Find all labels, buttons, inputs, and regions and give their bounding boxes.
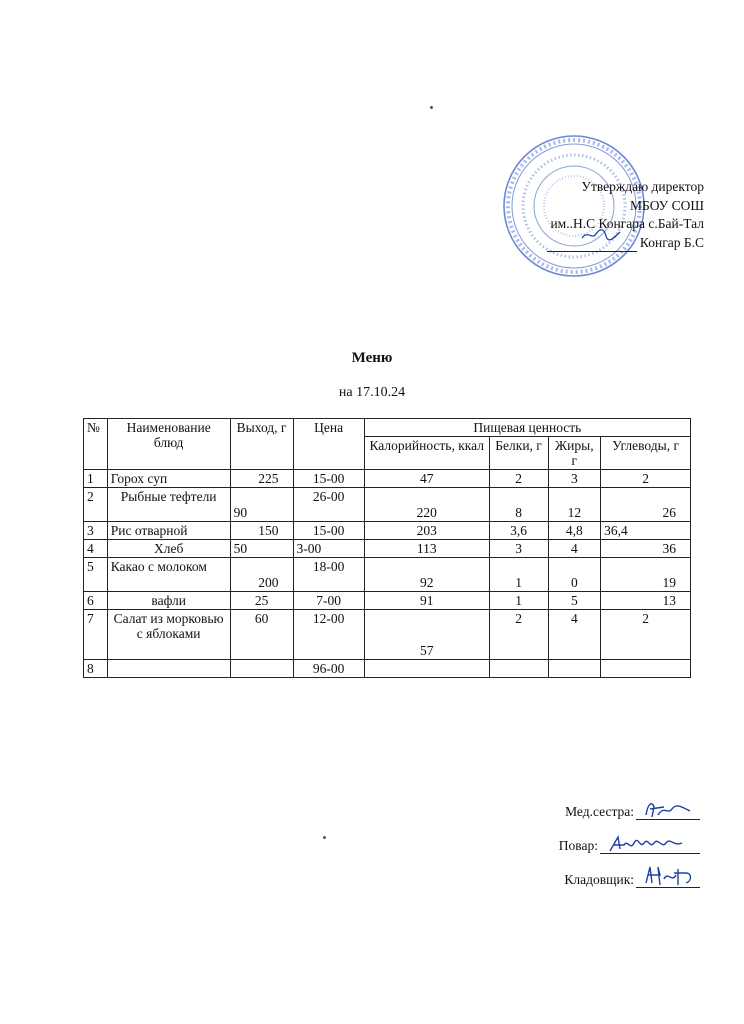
row-num: 6 bbox=[84, 592, 108, 610]
row-name: Салат из морковью с яблоками bbox=[107, 610, 230, 660]
row-num: 3 bbox=[84, 522, 108, 540]
row-carbs: 2 bbox=[601, 610, 691, 660]
row-price: 15-00 bbox=[293, 470, 364, 488]
table-row bbox=[84, 540, 691, 558]
row-name: вафли bbox=[107, 592, 230, 610]
row-protein: 2 bbox=[489, 610, 548, 660]
row-name: Горох суп bbox=[107, 470, 230, 488]
cook-signature-row bbox=[460, 820, 700, 854]
table-row bbox=[84, 558, 691, 592]
row-kcal bbox=[364, 660, 489, 678]
row-num: 1 bbox=[84, 470, 108, 488]
approval-line-2: МБОУ СОШ bbox=[630, 197, 704, 213]
row-price: 15-00 bbox=[293, 522, 364, 540]
row-protein: 1 bbox=[489, 558, 548, 592]
row-name: Рис отварной bbox=[107, 522, 230, 540]
row-kcal: 92 bbox=[364, 558, 489, 592]
row-name: Какао с молоком bbox=[107, 558, 230, 592]
approval-line-3: им..Н.С Конгара с.Бай-Тал bbox=[550, 216, 704, 231]
table-row bbox=[84, 522, 691, 540]
row-price: 18-00 bbox=[293, 558, 364, 592]
row-fat: 4 bbox=[548, 540, 601, 558]
storekeeper-label: Кладовщик: bbox=[564, 872, 634, 887]
cook-label: Повар: bbox=[558, 838, 598, 853]
row-carbs bbox=[601, 660, 691, 678]
row-protein: 3,6 bbox=[489, 522, 548, 540]
header-num: № bbox=[84, 419, 108, 470]
cook-signature-icon bbox=[606, 831, 686, 855]
row-num: 4 bbox=[84, 540, 108, 558]
menu-table bbox=[83, 418, 691, 678]
table-row bbox=[84, 470, 691, 488]
row-output: 50 bbox=[230, 540, 293, 558]
row-carbs: 26 bbox=[601, 488, 691, 522]
nurse-signature-row bbox=[460, 786, 700, 820]
row-fat: 4,8 bbox=[548, 522, 601, 540]
header-output: Выход, г bbox=[230, 419, 293, 470]
header-protein: Белки, г bbox=[489, 437, 548, 470]
row-output: 225 bbox=[230, 470, 293, 488]
row-kcal: 91 bbox=[364, 592, 489, 610]
header-name: Наименование блюд bbox=[107, 419, 230, 470]
table-header-row bbox=[84, 419, 691, 437]
row-output: 200 bbox=[230, 558, 293, 592]
header-carbs: Углеводы, г bbox=[601, 437, 691, 470]
row-name: Хлеб bbox=[107, 540, 230, 558]
table-row bbox=[84, 592, 691, 610]
scan-speck bbox=[430, 106, 433, 109]
row-carbs: 36 bbox=[601, 540, 691, 558]
nurse-signature-line bbox=[636, 803, 700, 820]
signatures-block bbox=[460, 786, 700, 888]
row-num: 7 bbox=[84, 610, 108, 660]
row-output: 150 bbox=[230, 522, 293, 540]
nurse-label: Мед.сестра: bbox=[565, 804, 634, 819]
storekeeper-signature-row bbox=[460, 854, 700, 888]
director-name: Конгар Б.С bbox=[639, 234, 704, 250]
row-carbs: 19 bbox=[601, 558, 691, 592]
row-fat: 12 bbox=[548, 488, 601, 522]
row-carbs: 2 bbox=[601, 470, 691, 488]
header-fat: Жиры, г bbox=[548, 437, 601, 470]
row-fat bbox=[548, 660, 601, 678]
table-row bbox=[84, 660, 691, 678]
row-protein: 8 bbox=[489, 488, 548, 522]
scan-speck bbox=[323, 836, 326, 839]
nurse-signature-icon bbox=[642, 797, 694, 821]
row-output: 60 bbox=[230, 610, 293, 660]
table-row bbox=[84, 488, 691, 522]
row-carbs: 13 bbox=[601, 592, 691, 610]
row-fat: 3 bbox=[548, 470, 601, 488]
row-price: 12-00 bbox=[293, 610, 364, 660]
storekeeper-signature-icon bbox=[642, 863, 698, 889]
row-protein: 1 bbox=[489, 592, 548, 610]
row-kcal: 220 bbox=[364, 488, 489, 522]
row-price: 26-00 bbox=[293, 488, 364, 522]
row-output: 25 bbox=[230, 592, 293, 610]
row-output: 90 bbox=[230, 488, 293, 522]
row-fat: 4 bbox=[548, 610, 601, 660]
row-num: 5 bbox=[84, 558, 108, 592]
cook-signature-line bbox=[600, 837, 700, 854]
row-name: Рыбные тефтели bbox=[107, 488, 230, 522]
storekeeper-signature-line bbox=[636, 871, 700, 888]
row-kcal: 113 bbox=[364, 540, 489, 558]
row-name bbox=[107, 660, 230, 678]
row-protein: 3 bbox=[489, 540, 548, 558]
approval-line-1: Утверждаю директор bbox=[581, 179, 704, 194]
row-price: 3-00 bbox=[293, 540, 364, 558]
row-price: 96-00 bbox=[293, 660, 364, 678]
table-row bbox=[84, 610, 691, 660]
header-kcal: Калорийность, ккал bbox=[364, 437, 489, 470]
header-price: Цена bbox=[293, 419, 364, 470]
row-num: 2 bbox=[84, 488, 108, 522]
row-kcal: 203 bbox=[364, 522, 489, 540]
row-protein bbox=[489, 660, 548, 678]
header-nutrition: Пищевая ценность bbox=[364, 419, 690, 437]
row-fat: 0 bbox=[548, 558, 601, 592]
menu-date: на 17.10.24 bbox=[338, 385, 406, 400]
director-signature-icon bbox=[580, 226, 622, 242]
row-protein: 2 bbox=[489, 470, 548, 488]
page-title: Меню bbox=[351, 350, 393, 366]
row-carbs: 36,4 bbox=[601, 522, 691, 540]
row-kcal: 57 bbox=[364, 610, 489, 660]
row-price: 7-00 bbox=[293, 592, 364, 610]
row-output bbox=[230, 660, 293, 678]
row-fat: 5 bbox=[548, 592, 601, 610]
row-kcal: 47 bbox=[364, 470, 489, 488]
row-num: 8 bbox=[84, 660, 108, 678]
